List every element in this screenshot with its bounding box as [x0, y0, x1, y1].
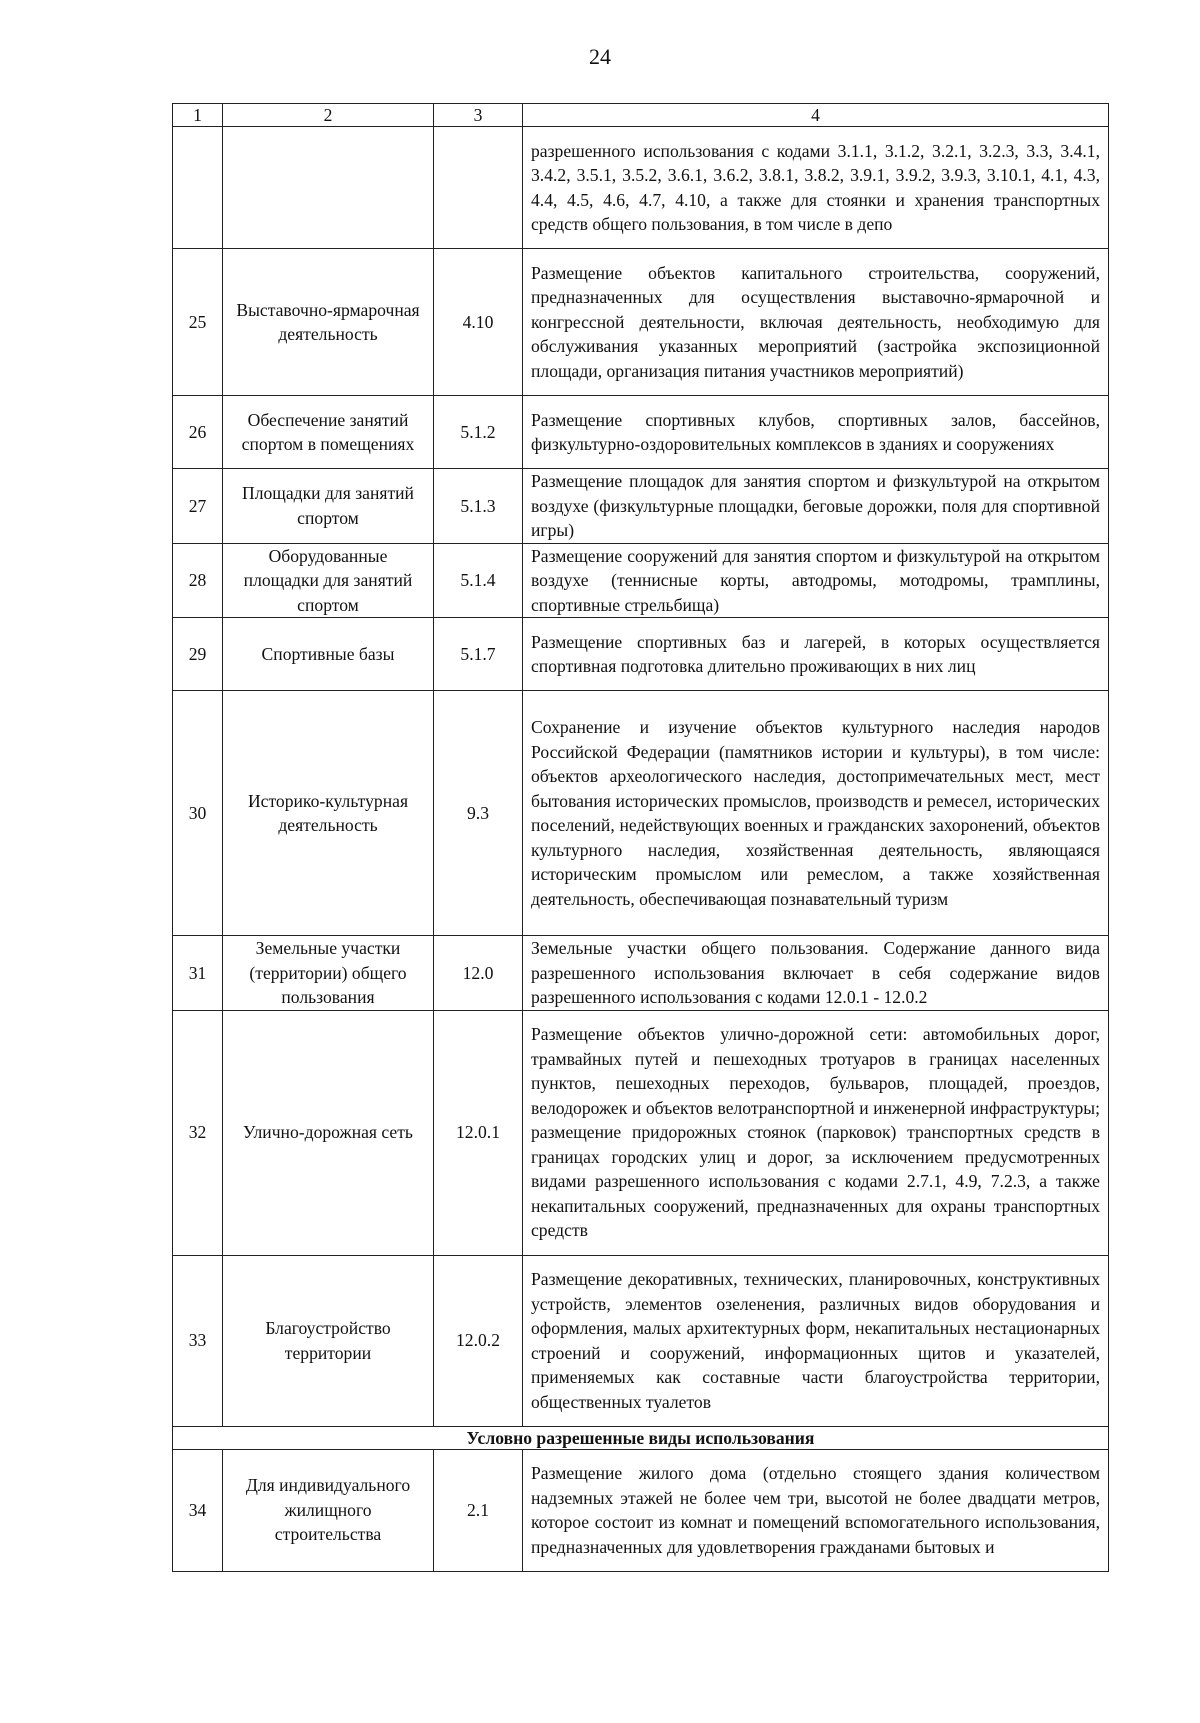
use-code: 5.1.2	[434, 396, 523, 469]
use-description: Размещение жилого дома (отдельно стоящего здания количеством надземных этажей не более чем три, высотой не более двадцати метров, которое состоит из комнат и помещений вспомогательного использования, предназначенных для удовлетворения гражданами бытовых и	[523, 1449, 1109, 1571]
use-name: Историко-культурная деятельность	[223, 691, 434, 936]
table-row	[173, 936, 1109, 1011]
use-code: 5.1.4	[434, 543, 523, 618]
use-description: Размещение декоративных, технических, планировочных, конструктивных устройств, элементов озеленения, различных видов оборудования и оформления, малых архитектурных форм, некапитальных нестационарных строений и сооружений, информационных щитов и указателей, применяемых как составные части благоустройства территории, общественных туалетов	[523, 1255, 1109, 1426]
use-name: Земельные участки (территории) общего пользования	[223, 936, 434, 1011]
use-description: разрешенного использования с кодами 3.1.1, 3.1.2, 3.2.1, 3.2.3, 3.3, 3.4.1, 3.4.2, 3.5.1, 3.5.2, 3.6.1, 3.6.2, 3.8.1, 3.8.2, 3.9.1, 3.9.2, 3.9.3, 3.10.1, 4.1, 4.3, 4.4, 4.5, 4.6, 4.7, 4.10, а также для стоянки и хранения транспортных средств общего пользования, в том числе в депо	[523, 127, 1109, 249]
use-name: Площадки для занятий спортом	[223, 469, 434, 544]
land-use-table	[172, 103, 1109, 1572]
table-row	[173, 1449, 1109, 1571]
row-number: 27	[173, 469, 223, 544]
use-name: Благоустройство территории	[223, 1255, 434, 1426]
row-number: 33	[173, 1255, 223, 1426]
use-name: Улично-дорожная сеть	[223, 1010, 434, 1255]
use-code	[434, 127, 523, 249]
use-name: Спортивные базы	[223, 618, 434, 691]
row-number: 29	[173, 618, 223, 691]
table-row	[173, 127, 1109, 249]
use-code: 5.1.7	[434, 618, 523, 691]
row-number: 26	[173, 396, 223, 469]
use-description: Земельные участки общего пользования. Содержание данного вида разрешенного использования включает в себя содержание видов разрешенного использования с кодами 12.0.1 - 12.0.2	[523, 936, 1109, 1011]
use-code: 12.0.2	[434, 1255, 523, 1426]
use-code: 5.1.3	[434, 469, 523, 544]
use-code: 4.10	[434, 249, 523, 396]
use-description: Сохранение и изучение объектов культурного наследия народов Российской Федерации (памятников истории и культуры), в том числе: объектов археологического наследия, достопримечательных мест, мест бытования исторических промыслов, производств и ремесел, исторических поселений, недействующих военных и гражданских захоронений, объектов культурного наследия, хозяйственная деятельность, являющаяся историческим промыслом или ремеслом, а также хозяйственная деятельность, обеспечивающая познавательный туризм	[523, 691, 1109, 936]
page-number: 24	[589, 44, 611, 69]
use-code: 12.0	[434, 936, 523, 1011]
header-col-1: 1	[173, 104, 223, 127]
header-col-3: 3	[434, 104, 523, 127]
row-number	[173, 127, 223, 249]
row-number: 28	[173, 543, 223, 618]
table-row	[173, 1255, 1109, 1426]
use-code: 9.3	[434, 691, 523, 936]
table-row	[173, 543, 1109, 618]
table-row	[173, 396, 1109, 469]
use-name	[223, 127, 434, 249]
table-row	[173, 469, 1109, 544]
table-row	[173, 691, 1109, 936]
use-description: Размещение спортивных баз и лагерей, в которых осуществляется спортивная подготовка длительно проживающих в них лиц	[523, 618, 1109, 691]
row-number: 25	[173, 249, 223, 396]
use-description: Размещение объектов капитального строительства, сооружений, предназначенных для осуществления выставочно-ярмарочной и конгрессной деятельности, включая деятельность, необходимую для обслуживания указанных мероприятий (застройка экспозиционной площади, организация питания участников мероприятий)	[523, 249, 1109, 396]
table-row	[173, 249, 1109, 396]
use-description: Размещение сооружений для занятия спортом и физкультурой на открытом воздухе (теннисные корты, автодромы, мотодромы, трамплины, спортивные стрельбища)	[523, 543, 1109, 618]
table-row	[173, 618, 1109, 691]
use-description: Размещение спортивных клубов, спортивных залов, бассейнов, физкультурно-оздоровительных комплексов в зданиях и сооружениях	[523, 396, 1109, 469]
row-number: 30	[173, 691, 223, 936]
row-number: 31	[173, 936, 223, 1011]
header-col-2: 2	[223, 104, 434, 127]
header-col-4: 4	[523, 104, 1109, 127]
table-row	[173, 1010, 1109, 1255]
use-name: Для индивидуального жилищного строительства	[223, 1449, 434, 1571]
use-description: Размещение площадок для занятия спортом и физкультурой на открытом воздухе (физкультурные площадки, беговые дорожки, поля для спортивной игры)	[523, 469, 1109, 544]
use-name: Выставочно-ярмарочная деятельность	[223, 249, 434, 396]
use-name: Оборудованные площадки для занятий спортом	[223, 543, 434, 618]
row-number: 32	[173, 1010, 223, 1255]
use-description: Размещение объектов улично-дорожной сети: автомобильных дорог, трамвайных путей и пешеходных тротуаров в границах населенных пунктов, пешеходных переходов, бульваров, площадей, проездов, велодорожек и объектов велотранспортной и инженерной инфраструктуры; размещение придорожных стоянок (парковок) транспортных средств в границах городских улиц и дорог, за исключением предусмотренных видами разрешенного использования с кодами 2.7.1, 4.9, 7.2.3, а также некапитальных сооружений, предназначенных для охраны транспортных средств	[523, 1010, 1109, 1255]
row-number: 34	[173, 1449, 223, 1571]
table-header-row	[173, 104, 1109, 127]
use-code: 2.1	[434, 1449, 523, 1571]
use-name: Обеспечение занятий спортом в помещениях	[223, 396, 434, 469]
use-code: 12.0.1	[434, 1010, 523, 1255]
section-title: Условно разрешенные виды использования	[173, 1426, 1109, 1449]
section-heading-row	[173, 1426, 1109, 1449]
